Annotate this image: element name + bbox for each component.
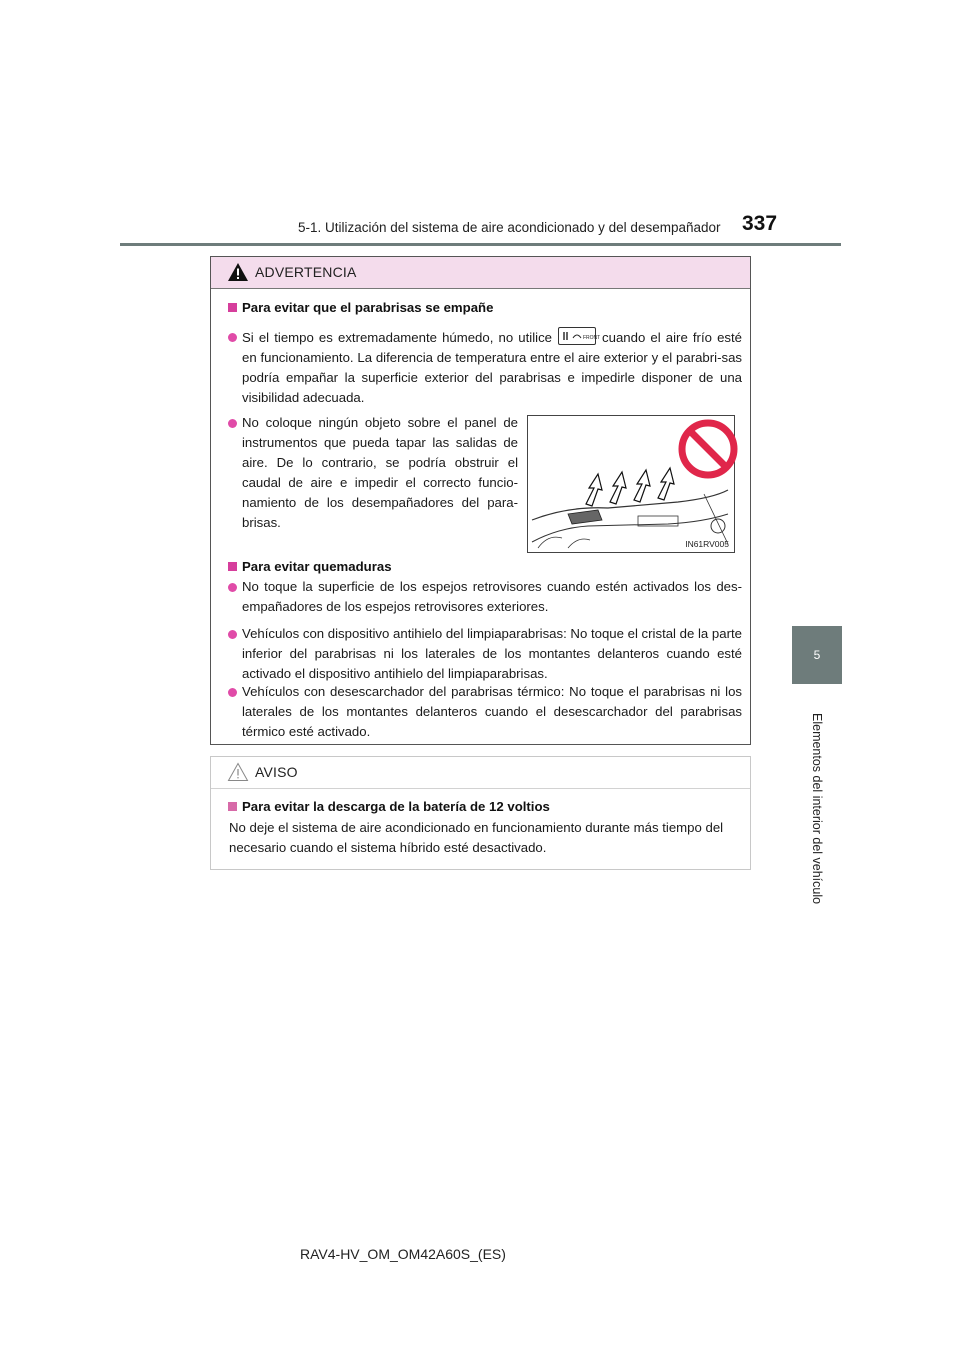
notice-body: No deje el sistema de aire acondicionado en funcionamiento durante más tiempo del necesario cuando el sistema híbrido esté desactivado. <box>229 820 724 855</box>
svg-text:FRONT: FRONT <box>583 335 601 341</box>
header-rule <box>120 243 841 246</box>
prohibition-icon <box>682 423 734 475</box>
bullet-dot-icon <box>228 333 237 342</box>
chapter-tab <box>792 626 842 684</box>
section-square-icon <box>228 303 237 312</box>
chapter-label: Elementos del interior del vehículo <box>810 713 824 905</box>
running-header: 5-1. Utilización del sistema de aire acondicionado y del desempañador <box>298 220 721 235</box>
bullet-dot-icon <box>228 688 237 697</box>
front-defroster-button-icon <box>558 327 601 345</box>
bullet-humid-weather: Si el tiempo es extremadamente húmedo, no utilice FRONT cuando el aire frío esté en funcionamiento. La diferencia de temperatura entre el aire exterior y el parabri-sas podría empañar la superficie exterior del parabrisas e impedirle disponer de una visibilidad adecuada. <box>228 327 742 408</box>
section-title-burns: Para evitar quemaduras <box>228 559 392 574</box>
bullet-wiper-deicer: Vehículos con dispositivo antihielo del limpiaparabrisas: No toque el cristal de la parte inferior del parabrisas ni los laterales de los montantes delanteros cuando esté activado el dispositivo antihielo del limpiaparabrisas. <box>228 624 742 684</box>
bullet-dot-icon <box>228 419 237 428</box>
bullet-dashboard-objects: No coloque ningún objeto sobre el panel de instrumentos que pueda tapar las salidas de aire. De lo contrario, se podría obstruir el caudal de aire e impedir el correcto funcio-namiento de los desempañadores del para-brisas. <box>228 413 518 533</box>
section-title-battery: Para evitar la descarga de la batería de 12 voltios <box>228 799 550 814</box>
notice-heading: AVISO <box>255 764 298 780</box>
chapter-number: 5 <box>813 648 821 662</box>
warning-triangle-icon <box>227 262 249 282</box>
warning-header <box>211 257 750 289</box>
section-square-icon <box>228 802 237 811</box>
bullet-dot-icon <box>228 630 237 639</box>
warning-box <box>210 256 751 745</box>
caution-triangle-outline-icon <box>227 762 249 782</box>
defroster-illustration <box>527 415 735 553</box>
notice-box <box>210 756 751 870</box>
model-code: RAV4-HV_OM_OM42A60S_(ES) <box>300 1246 506 1262</box>
warning-heading: ADVERTENCIA <box>255 264 357 280</box>
page-number: 337 <box>742 212 778 235</box>
figure-code: IN61RV005 <box>685 539 729 549</box>
dashboard-airflow-drawing <box>528 416 734 552</box>
section-square-icon <box>228 562 237 571</box>
section-title-fog: Para evitar que el parabrisas se empañe <box>228 300 493 315</box>
bullet-dot-icon <box>228 583 237 592</box>
bullet-thermal-windshield: Vehículos con desescarchador del parabrisas térmico: No toque el parabrisas ni los laterales de los montantes delanteros cuando el desescarchador del parabrisas térmico esté activado. <box>228 682 742 742</box>
notice-header <box>211 757 750 789</box>
bullet-mirrors: No toque la superficie de los espejos retrovisores cuando estén activados los des-empañadores de los espejos retrovisores exteriores. <box>228 577 742 617</box>
